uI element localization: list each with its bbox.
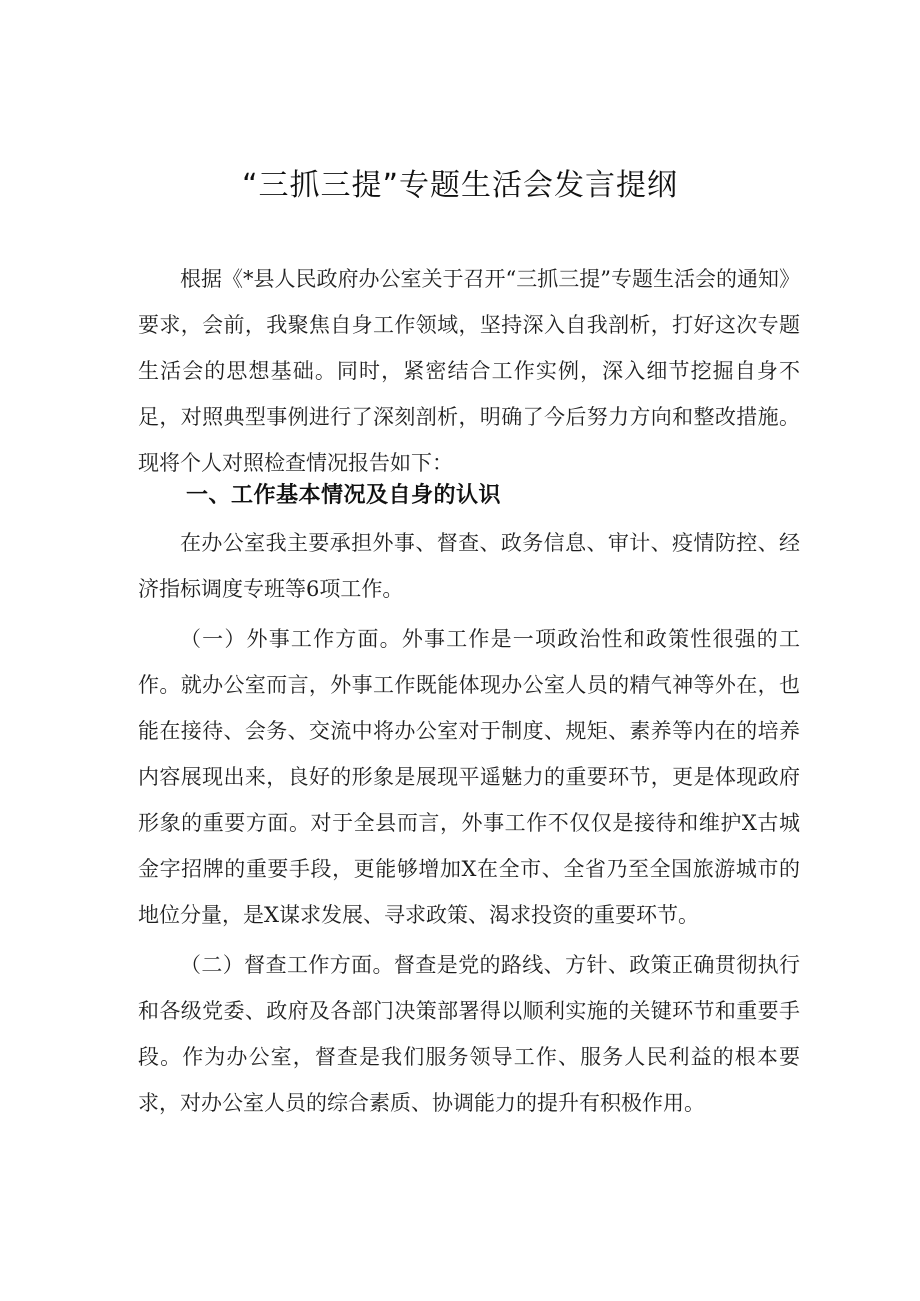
section-heading: 一、工作基本情况及自身的认识 <box>186 483 502 508</box>
foreign-affairs-paragraph: （一）外事工作方面。外事工作是一项政治性和政策性很强的工作。就办公室而言，外事工作既能体现办公室人员的精气神等外在，也能在接待、会务、交流中将办公室对于制度、规矩、素养等内在的培养内容展现出来，良好的形象是展现平遥魅力的重要环节，更是体现政府形象的重要方面。对于全县而言，外事工作不仅仅是接待和维护X古城金字招牌的重要手段，更能够增加X在全市、全省乃至全国旅游城市的地位分量，是X谋求发展、寻求政策、渴求投资的重要环节。 <box>138 627 800 927</box>
document-title: “三抓三提”专题生活会发言提纲 <box>241 168 679 203</box>
supervision-paragraph: （二）督查工作方面。督查是党的路线、方针、政策正确贯彻执行和各级党委、政府及各部门决策部署得以顺利实施的关键环节和重要手段。作为办公室，督查是我们服务领导工作、服务人民利益的根本要求，对办公室人员的综合素质、协调能力的提升有积极作用。 <box>138 953 800 1115</box>
intro-section <box>138 256 800 486</box>
section-body <box>138 520 800 1126</box>
overview-paragraph: 在办公室我主要承担外事、督查、政务信息、审计、疫情防控、经济指标调度专班等6项工作。 <box>138 531 800 601</box>
intro-paragraph: 根据《*县人民政府办公室关于召开“三抓三提”专题生活会的通知》要求，会前，我聚焦自身工作领域，坚持深入自我剖析，打好这次专题生活会的思想基础。同时，紧密结合工作实例，深入细节挖掘自身不足，对照典型事例进行了深刻剖析，明确了今后努力方向和整改措施。现将个人对照检查情况报告如下： <box>138 267 800 475</box>
